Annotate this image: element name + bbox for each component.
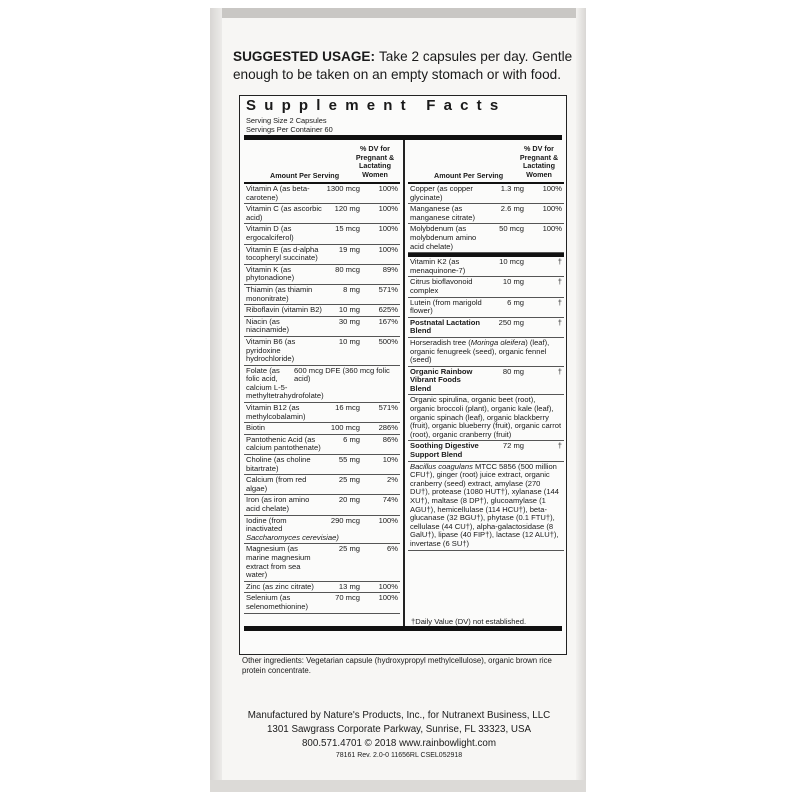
nutrient-dv: 500% bbox=[378, 336, 398, 346]
nutrient-name: Vitamin B12 (as methylcobalamin) bbox=[246, 403, 306, 421]
nutrient-name: Manganese (as manganese citrate) bbox=[410, 204, 476, 222]
blend-row bbox=[408, 318, 564, 338]
nutrient-dv: 100% bbox=[378, 204, 398, 214]
nutrient-row bbox=[244, 582, 400, 594]
nutrient-amount: 1300 mcg bbox=[326, 184, 360, 193]
nutrient-name: Lutein (from marigold flower) bbox=[410, 297, 482, 316]
nutrient-name: Vitamin K2 (as menaquinone-7) bbox=[410, 257, 466, 275]
blend-dv: † bbox=[557, 366, 562, 376]
blend-species: Bacillus coagulans bbox=[410, 461, 473, 471]
amount-header: Amount Per Serving bbox=[270, 171, 340, 180]
nutrient-row bbox=[244, 593, 400, 613]
nutrient-amount: 8 mg bbox=[343, 284, 360, 294]
product-codes: 78161 Rev. 2.0-0 11656RL CSEL052918 bbox=[335, 752, 463, 759]
nutrient-amount: 16 mcg bbox=[335, 403, 360, 413]
nutrient-amount: 55 mg bbox=[338, 455, 360, 465]
blend-text: Horseradish tree ( bbox=[410, 337, 471, 347]
nutrient-dv: 6% bbox=[387, 544, 398, 554]
nutrient-row bbox=[244, 403, 400, 423]
suggested-usage bbox=[233, 48, 573, 84]
box-right-edge bbox=[576, 8, 586, 792]
right-rows bbox=[408, 184, 564, 551]
nutrient-dv: 286% bbox=[378, 423, 398, 433]
box-bottom-edge bbox=[210, 780, 586, 792]
nutrient-name: Vitamin D (as ergocalciferol) bbox=[246, 224, 294, 242]
nutrient-row bbox=[244, 265, 400, 285]
nutrient-name: Vitamin C (as ascorbic acid) bbox=[246, 204, 322, 222]
nutrient-dv: † bbox=[557, 277, 562, 287]
dv-footnote: †Daily Value (DV) not established. bbox=[411, 617, 527, 626]
nutrient-name: Citrus bioflavonoid complex bbox=[410, 277, 473, 295]
blend-name: Postnatal Lactation Blend bbox=[410, 317, 481, 336]
blend-name: Organic Rainbow Vibrant Foods Blend bbox=[410, 366, 473, 393]
dv-header: % DV for Pregnant & Lactating Women bbox=[355, 144, 395, 179]
nutrient-name: Vitamin E (as d-alpha tocopheryl succinate) bbox=[246, 244, 319, 263]
nutrient-dv: 74% bbox=[382, 495, 398, 505]
nutrient-name: Iodine (from inactivated bbox=[246, 515, 287, 534]
servings-per-container: Servings Per Container 60 bbox=[246, 125, 333, 134]
blend-row bbox=[408, 367, 564, 396]
nutrient-dv: † bbox=[557, 297, 562, 307]
blend-row bbox=[408, 441, 564, 461]
nutrient-amount: 120 mg bbox=[334, 204, 360, 214]
nutrient-amount: 80 mcg bbox=[335, 264, 360, 274]
nutrient-amount: 15 mcg bbox=[335, 224, 360, 234]
amount-header: Amount Per Serving bbox=[434, 171, 504, 180]
right-column bbox=[408, 140, 564, 551]
nutrient-dv: 100% bbox=[378, 224, 398, 234]
nutrient-name: Riboflavin (vitamin B2) bbox=[246, 305, 322, 315]
nutrient-row bbox=[244, 423, 400, 435]
blend-amount: 72 mg bbox=[502, 441, 524, 451]
nutrient-row bbox=[244, 337, 400, 366]
nutrient-name: Folate (as folic acid, calcium L-5- methyltetrahydrofolate) bbox=[246, 365, 324, 401]
left-column bbox=[244, 140, 400, 614]
nutrient-dv: 100% bbox=[378, 515, 398, 525]
nutrient-name: Pantothenic Acid (as calcium pantothenate) bbox=[246, 434, 321, 453]
nutrient-dv: 100% bbox=[542, 184, 562, 193]
nutrient-row bbox=[244, 204, 400, 224]
nutrient-dv: 100% bbox=[378, 184, 398, 193]
nutrient-dv: 10% bbox=[382, 455, 398, 465]
nutrient-amount: 19 mg bbox=[338, 244, 360, 254]
nutrient-name: Thiamin (as thiamin mononitrate) bbox=[246, 284, 313, 303]
nutrient-amount: 1.3 mg bbox=[500, 184, 524, 193]
nutrient-name: Calcium (from red algae) bbox=[246, 475, 307, 493]
facts-title: Supplement Facts bbox=[246, 97, 507, 114]
nutrient-row bbox=[408, 277, 564, 297]
nutrient-row bbox=[244, 184, 400, 204]
nutrient-name: Choline (as choline bitartrate) bbox=[246, 455, 311, 473]
box-top-edge bbox=[210, 8, 586, 18]
blend-dv: † bbox=[557, 317, 562, 327]
nutrient-row bbox=[244, 455, 400, 475]
nutrient-row bbox=[244, 366, 400, 403]
nutrient-name: Vitamin A (as beta-carotene) bbox=[246, 184, 310, 202]
nutrient-dv: 571% bbox=[378, 403, 398, 413]
nutrient-row bbox=[244, 544, 400, 581]
nutrient-amount: 20 mg bbox=[338, 495, 360, 505]
nutrient-name: Copper (as copper glycinate) bbox=[410, 184, 473, 202]
nutrient-dv: 100% bbox=[378, 581, 398, 591]
other-ingredients: Other ingredients: Vegetarian capsule (hydroxypropyl methylcellulose), organic brown rice protein concentrate. bbox=[242, 656, 552, 675]
nutrient-row bbox=[408, 257, 564, 277]
usage-label: SUGGESTED USAGE: bbox=[233, 49, 375, 64]
supplement-facts-panel bbox=[239, 95, 567, 655]
nutrient-row bbox=[408, 204, 564, 224]
box-left-edge bbox=[210, 8, 222, 792]
nutrient-dv: 100% bbox=[542, 204, 562, 214]
nutrient-amount: 25 mg bbox=[338, 475, 360, 485]
nutrient-dv: 100% bbox=[378, 244, 398, 254]
blend-amount: 80 mg bbox=[502, 366, 524, 376]
usage-text: Take 2 capsules per day. Gentle enough to be taken on an empty stomach or with food. bbox=[233, 49, 573, 82]
dv-header: % DV for Pregnant & Lactating Women bbox=[519, 144, 559, 179]
nutrient-amount: 25 mg bbox=[338, 544, 360, 554]
nutrient-amount: 6 mg bbox=[343, 434, 360, 444]
nutrient-source: Saccharomyces cerevisiae) bbox=[246, 532, 339, 542]
nutrient-row bbox=[244, 516, 400, 545]
blend-text: Organic spirulina, organic beet (root), organic broccoli (plant), organic kale (leaf), organic spinach (leaf), organic blackberry (fruit), organic blueberry (fruit), organic carrot (root), organic cranberry (fruit) bbox=[410, 395, 562, 439]
nutrient-dv: † bbox=[557, 257, 562, 267]
blend-text: ) (leaf), organic fenugreek (seed), organic fennel (seed) bbox=[410, 337, 550, 365]
nutrient-dv: 89% bbox=[382, 264, 398, 274]
nutrient-dv: 167% bbox=[378, 316, 398, 326]
nutrient-amount: 290 mcg bbox=[330, 515, 360, 525]
nutrient-name: Magnesium (as marine magnesium extract from sea water) bbox=[246, 544, 311, 580]
nutrient-name: Niacin (as niacinamide) bbox=[246, 316, 290, 335]
address-line: 1301 Sawgrass Corporate Parkway, Sunrise, FL 33323, USA bbox=[266, 724, 532, 735]
nutrient-amount: 100 mcg bbox=[330, 423, 360, 433]
blend-amount: 250 mg bbox=[498, 317, 524, 327]
nutrient-row bbox=[244, 305, 400, 317]
nutrient-name: Zinc (as zinc citrate) bbox=[246, 581, 314, 591]
nutrient-row bbox=[408, 224, 564, 253]
nutrient-dv: 100% bbox=[542, 224, 562, 234]
blend-text: MTCC 5856 (500 million CFU†), ginger (root) juice extract, organic cranberry (seed) extract, amylase (270 DU†), protease (1080 HUT†), xylanase (144 XU†), maltase (8 DP†), glucoamylase (1 AGU†), hemicellulase (114 HCU†), beta-glucanase (32 BGU†), phytase (0.1 FTU†), cellulase (44 CU†), alpha-galactosidase (8 GalU†), lipase (40 FIP†), lactase (12 ALU†), invertase (6 SU†) bbox=[410, 461, 559, 548]
nutrient-row bbox=[244, 224, 400, 244]
right-column-header bbox=[408, 140, 564, 184]
left-rows bbox=[244, 184, 400, 614]
blend-ingredients bbox=[408, 395, 564, 441]
nutrient-amount: 13 mg bbox=[338, 581, 360, 591]
nutrient-row bbox=[408, 298, 564, 318]
nutrient-name: Biotin bbox=[246, 423, 265, 433]
nutrient-dv: 100% bbox=[378, 593, 398, 603]
nutrient-amount: 70 mcg bbox=[335, 593, 360, 603]
nutrient-name: Vitamin B6 (as pyridoxine hydrochloride) bbox=[246, 336, 296, 364]
nutrient-amount: 50 mcg bbox=[499, 224, 524, 234]
nutrient-amount: 10 mg bbox=[338, 305, 360, 315]
nutrient-name: Iron (as iron amino acid chelate) bbox=[246, 495, 310, 513]
nutrient-row bbox=[408, 184, 564, 204]
bottom-thick-rule bbox=[244, 626, 562, 631]
blend-ingredients bbox=[408, 462, 564, 551]
nutrient-name: Molybdenum (as molybdenum amino acid chelate) bbox=[410, 224, 477, 251]
nutrient-amount: 10 mg bbox=[502, 277, 524, 287]
nutrient-name: Selenium (as selenomethionine) bbox=[246, 593, 309, 611]
nutrient-amount: 10 mcg bbox=[499, 257, 524, 267]
blend-ingredients bbox=[408, 338, 564, 367]
nutrient-amount: 2.6 mg bbox=[500, 204, 524, 214]
nutrient-amount: 600 mcg DFE (360 mcg folic acid) bbox=[294, 365, 390, 384]
contact-line: 800.571.4701 © 2018 www.rainbowlight.com bbox=[301, 738, 497, 749]
column-divider bbox=[403, 140, 405, 626]
nutrient-row bbox=[244, 475, 400, 495]
nutrient-dv: 2% bbox=[387, 475, 398, 485]
nutrient-dv: 625% bbox=[378, 305, 398, 315]
nutrient-amount: 30 mg bbox=[338, 316, 360, 326]
serving-size: Serving Size 2 Capsules bbox=[246, 116, 327, 125]
nutrient-row bbox=[244, 495, 400, 515]
left-column-header bbox=[244, 140, 400, 184]
nutrient-name: Vitamin K (as phytonadione) bbox=[246, 264, 295, 283]
blend-species: Moringa oleifera bbox=[470, 337, 526, 347]
nutrient-dv: 571% bbox=[378, 284, 398, 294]
nutrient-dv: 86% bbox=[382, 434, 398, 444]
nutrient-row bbox=[244, 245, 400, 265]
nutrient-amount: 6 mg bbox=[507, 297, 524, 307]
nutrient-amount: 10 mg bbox=[338, 336, 360, 346]
blend-name: Soothing Digestive Support Blend bbox=[410, 441, 479, 460]
nutrient-row bbox=[244, 435, 400, 455]
nutrient-row bbox=[244, 317, 400, 337]
nutrient-row bbox=[244, 285, 400, 305]
manufacturer-line: Manufactured by Nature's Products, Inc., for Nutranext Business, LLC bbox=[247, 710, 551, 721]
blend-dv: † bbox=[557, 441, 562, 451]
